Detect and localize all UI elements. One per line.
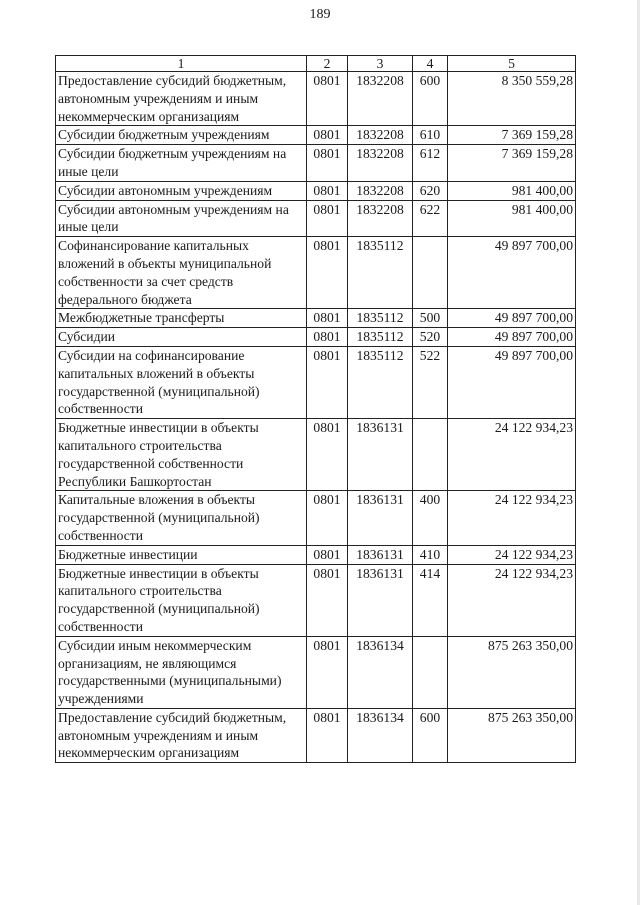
row-sum-cell: 24 122 934,23 [448,545,576,564]
row-article-cell: 1836134 [348,708,413,762]
table-row [56,237,576,309]
row-type-cell [413,237,448,309]
row-section-cell: 0801 [307,200,348,237]
row-name-cell: Субсидии на софинансирование капитальных вложений в объекты государственной (муниципальной) собственности [56,346,307,418]
table-row [56,181,576,200]
row-type-cell: 600 [413,708,448,762]
row-type-cell: 400 [413,491,448,545]
page-number: 189 [309,7,331,22]
row-name-cell: Бюджетные инвестиции [56,545,307,564]
row-section-cell: 0801 [307,346,348,418]
table-row [56,328,576,347]
row-article-cell: 1835112 [348,309,413,328]
row-sum-cell: 24 122 934,23 [448,491,576,545]
row-section-cell: 0801 [307,328,348,347]
row-article-cell: 1836131 [348,564,413,636]
table-row [56,491,576,545]
row-type-cell: 500 [413,309,448,328]
column-header-name: 1 [56,56,307,72]
row-type-cell: 410 [413,545,448,564]
header-row [56,56,576,72]
row-sum-cell: 49 897 700,00 [448,237,576,309]
row-section-cell: 0801 [307,636,348,708]
row-section-cell: 0801 [307,708,348,762]
row-section-cell: 0801 [307,237,348,309]
column-header-sum: 5 [448,56,576,72]
row-article-cell: 1835112 [348,346,413,418]
table-row [56,708,576,762]
row-section-cell: 0801 [307,72,348,126]
row-article-cell: 1832208 [348,145,413,182]
row-section-cell: 0801 [307,126,348,145]
row-article-cell: 1832208 [348,200,413,237]
row-article-cell: 1835112 [348,237,413,309]
row-article-cell: 1835112 [348,328,413,347]
row-article-cell: 1836131 [348,545,413,564]
row-article-cell: 1832208 [348,181,413,200]
row-sum-cell: 49 897 700,00 [448,309,576,328]
row-article-cell: 1836131 [348,419,413,491]
row-article-cell: 1832208 [348,72,413,126]
table-row [56,564,576,636]
row-name-cell: Субсидии иным некоммерческим организациям, не являющимся государственными (муниципальными) учреждениями [56,636,307,708]
row-sum-cell: 7 369 159,28 [448,126,576,145]
row-type-cell: 520 [413,328,448,347]
row-sum-cell: 7 369 159,28 [448,145,576,182]
row-name-cell: Предоставление субсидий бюджетным, автономным учреждениям и иным некоммерческим организациям [56,708,307,762]
row-sum-cell: 875 263 350,00 [448,708,576,762]
column-header-section: 2 [307,56,348,72]
row-sum-cell: 49 897 700,00 [448,328,576,347]
row-sum-cell: 981 400,00 [448,181,576,200]
column-header-expense-type: 4 [413,56,448,72]
row-section-cell: 0801 [307,564,348,636]
table-row [56,145,576,182]
row-section-cell: 0801 [307,545,348,564]
row-type-cell: 522 [413,346,448,418]
row-sum-cell: 8 350 559,28 [448,72,576,126]
row-type-cell: 414 [413,564,448,636]
row-name-cell: Субсидии автономным учреждениям на иные цели [56,200,307,237]
row-type-cell: 622 [413,200,448,237]
row-name-cell: Субсидии [56,328,307,347]
table-row [56,419,576,491]
table-row [56,309,576,328]
row-sum-cell: 24 122 934,23 [448,564,576,636]
table-row [56,72,576,126]
row-type-cell [413,419,448,491]
table-row [56,200,576,237]
row-name-cell: Софинансирование капитальных вложений в объекты муниципальной собственности за счет средств федерального бюджета [56,237,307,309]
table-row [56,346,576,418]
row-sum-cell: 875 263 350,00 [448,636,576,708]
row-name-cell: Субсидии бюджетным учреждениям [56,126,307,145]
row-name-cell: Межбюджетные трансферты [56,309,307,328]
row-type-cell: 612 [413,145,448,182]
row-name-cell: Бюджетные инвестиции в объекты капитального строительства государственной (муниципальной) собственности [56,564,307,636]
row-name-cell: Капитальные вложения в объекты государственной (муниципальной) собственности [56,491,307,545]
row-name-cell: Бюджетные инвестиции в объекты капитального строительства государственной собственности Республики Башкортостан [56,419,307,491]
table-row [56,126,576,145]
row-sum-cell: 981 400,00 [448,200,576,237]
row-section-cell: 0801 [307,145,348,182]
row-article-cell: 1836134 [348,636,413,708]
budget-table [55,55,576,763]
row-type-cell: 600 [413,72,448,126]
row-sum-cell: 24 122 934,23 [448,419,576,491]
row-section-cell: 0801 [307,309,348,328]
row-sum-cell: 49 897 700,00 [448,346,576,418]
row-type-cell [413,636,448,708]
row-article-cell: 1832208 [348,126,413,145]
row-name-cell: Субсидии бюджетным учреждениям на иные цели [56,145,307,182]
row-type-cell: 620 [413,181,448,200]
row-section-cell: 0801 [307,491,348,545]
table-row [56,636,576,708]
row-article-cell: 1836131 [348,491,413,545]
row-type-cell: 610 [413,126,448,145]
column-header-article: 3 [348,56,413,72]
table-row [56,545,576,564]
row-name-cell: Предоставление субсидий бюджетным, автономным учреждениям и иным некоммерческим организациям [56,72,307,126]
row-section-cell: 0801 [307,181,348,200]
row-section-cell: 0801 [307,419,348,491]
row-name-cell: Субсидии автономным учреждениям [56,181,307,200]
